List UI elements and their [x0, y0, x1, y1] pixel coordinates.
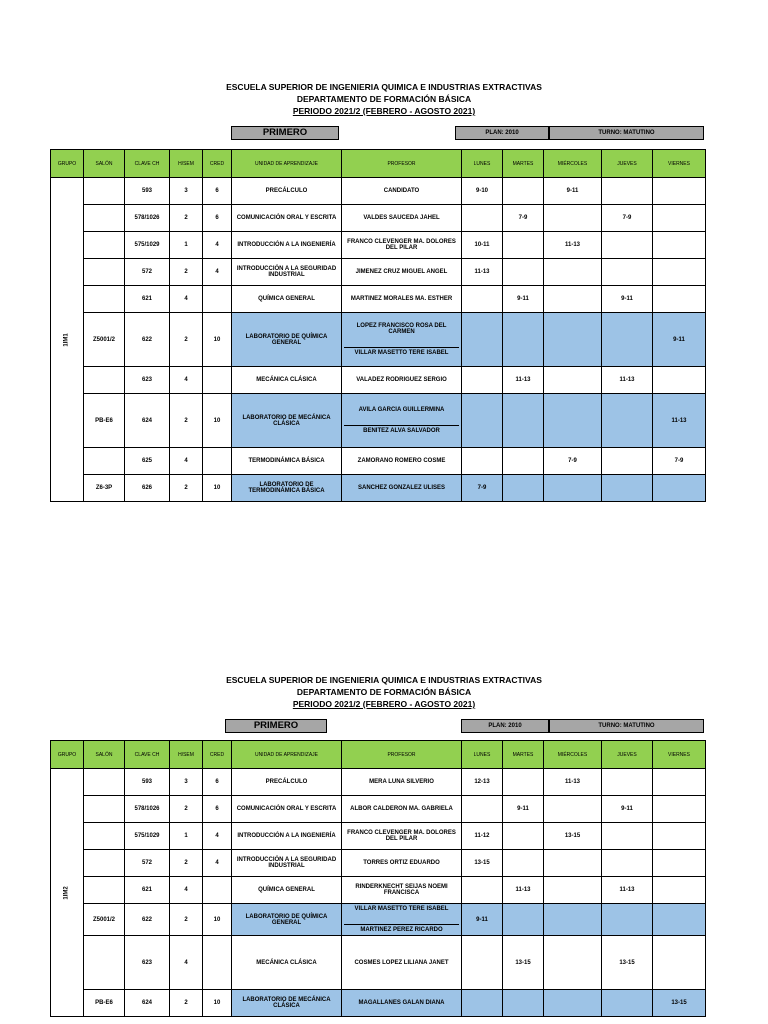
- table-row: [51, 936, 706, 990]
- hsem-cell: 1: [170, 232, 203, 259]
- day-cell-vie: [653, 850, 706, 877]
- cred-cell: 6: [203, 205, 232, 232]
- day-cell-vie: 11-13: [653, 394, 706, 448]
- cred-cell: 10: [203, 475, 232, 502]
- day-cell-mie: [544, 313, 602, 367]
- clave-cell: 626: [125, 475, 170, 502]
- table-row: [51, 475, 706, 502]
- column-header: H/SEM: [170, 150, 203, 178]
- day-cell-jue: [602, 394, 653, 448]
- cred-cell: [203, 877, 232, 904]
- profesor-cell: [342, 936, 462, 990]
- column-header: VIERNES: [653, 741, 706, 769]
- profesor-name: CANDIDATO: [383, 188, 420, 194]
- salon-cell: [84, 769, 125, 796]
- day-cell-jue: [602, 232, 653, 259]
- hsem-cell: 1: [170, 823, 203, 850]
- salon-cell: [84, 823, 125, 850]
- unidad-cell: LABORATORIO DE QUÍMICA GENERAL: [232, 313, 342, 367]
- salon-cell: [84, 286, 125, 313]
- column-header: MIÉRCOLES: [544, 150, 602, 178]
- column-header: SALÓN: [84, 741, 125, 769]
- group-name: [51, 178, 84, 502]
- day-cell-mar: [503, 232, 544, 259]
- day-cell-lun: [462, 205, 503, 232]
- salon-cell: [84, 877, 125, 904]
- hsem-cell: 2: [170, 259, 203, 286]
- salon-cell: [84, 796, 125, 823]
- cred-cell: 10: [203, 904, 232, 936]
- hsem-cell: 2: [170, 205, 203, 232]
- column-header: UNIDAD DE APRENDIZAJE: [232, 150, 342, 178]
- column-header: JUEVES: [602, 741, 653, 769]
- table-row: [51, 877, 706, 904]
- day-cell-mar: [503, 990, 544, 1017]
- day-cell-mar: [503, 475, 544, 502]
- table-row: [51, 769, 706, 796]
- day-cell-lun: [462, 990, 503, 1017]
- column-header: GRUPO: [51, 741, 84, 769]
- day-cell-lun: 10-11: [462, 232, 503, 259]
- clave-cell: 624: [125, 394, 170, 448]
- profesor-cell: [342, 178, 462, 205]
- group-name: [51, 769, 84, 1017]
- profesor-cell: [342, 769, 462, 796]
- salon-cell: Z6-3P: [84, 475, 125, 502]
- day-cell-mie: [544, 936, 602, 990]
- profesor-name: VILLAR MASETTO TERE ISABEL: [354, 906, 449, 912]
- salon-cell: [84, 259, 125, 286]
- hsem-cell: 3: [170, 178, 203, 205]
- column-header: MIÉRCOLES: [544, 741, 602, 769]
- profesor-name: COSMES LOPEZ LILIANA JANET: [354, 959, 449, 966]
- salon-cell: [84, 205, 125, 232]
- profesor-name: RINDERKNECHT SEIJAS NOEMI FRANCISCA: [355, 884, 448, 896]
- profesor-name: JIMENEZ CRUZ MIGUEL ANGEL: [355, 269, 448, 275]
- day-cell-vie: [653, 769, 706, 796]
- profesor-name: TORRES ORTIZ EDUARDO: [363, 860, 440, 866]
- column-header: LUNES: [462, 741, 503, 769]
- day-cell-mie: 9-11: [544, 178, 602, 205]
- day-cell-jue: 11-13: [602, 367, 653, 394]
- day-cell-lun: [462, 877, 503, 904]
- day-cell-vie: [653, 232, 706, 259]
- salon-cell: [84, 367, 125, 394]
- profesor-cell: [342, 259, 462, 286]
- profesor-cell: [342, 904, 462, 936]
- column-header: VIERNES: [653, 150, 706, 178]
- period-title: PERIODO 2021/2 (FEBRERO - AGOSTO 2021): [292, 106, 476, 116]
- day-cell-mar: [503, 394, 544, 448]
- day-cell-lun: 7-9: [462, 475, 503, 502]
- day-cell-mie: 13-15: [544, 823, 602, 850]
- cred-cell: 4: [203, 232, 232, 259]
- clave-cell: 621: [125, 286, 170, 313]
- clave-cell: 578/1026: [125, 796, 170, 823]
- day-cell-lun: [462, 394, 503, 448]
- school-title: ESCUELA SUPERIOR DE INGENIERIA QUIMICA E INDUSTRIAS EXTRACTIVAS: [226, 675, 542, 685]
- schedule-table: [50, 740, 706, 1017]
- clave-cell: 572: [125, 259, 170, 286]
- profesor-name: ALBOR CALDERON MA. GABRIELA: [350, 806, 453, 812]
- group-label: 1IM1: [64, 332, 70, 347]
- salon-cell: Z5001/2: [84, 313, 125, 367]
- semester-bar: PRIMERO: [225, 719, 327, 733]
- day-cell-jue: [602, 904, 653, 936]
- day-cell-mar: 11-13: [503, 877, 544, 904]
- table-row: [51, 232, 706, 259]
- column-header: CLAVE CH: [125, 741, 170, 769]
- day-cell-mie: [544, 990, 602, 1017]
- column-header: PROFESOR: [342, 741, 462, 769]
- table-row: [51, 259, 706, 286]
- period-title: PERIODO 2021/2 (FEBRERO - AGOSTO 2021): [292, 699, 476, 709]
- day-cell-vie: [653, 178, 706, 205]
- unidad-cell: COMUNICACIÓN ORAL Y ESCRITA: [232, 796, 342, 823]
- clave-cell: 575/1029: [125, 232, 170, 259]
- cred-cell: 6: [203, 796, 232, 823]
- clave-cell: 593: [125, 178, 170, 205]
- day-cell-jue: [602, 259, 653, 286]
- day-cell-mar: 13-15: [503, 936, 544, 990]
- day-cell-mie: [544, 205, 602, 232]
- day-cell-lun: [462, 448, 503, 475]
- profesor-cell: [342, 232, 462, 259]
- day-cell-mar: 11-13: [503, 367, 544, 394]
- profesor-cell: [342, 823, 462, 850]
- day-cell-lun: [462, 936, 503, 990]
- column-header: UNIDAD DE APRENDIZAJE: [232, 741, 342, 769]
- day-cell-jue: [602, 850, 653, 877]
- day-cell-jue: 13-15: [602, 936, 653, 990]
- unidad-cell: LABORATORIO DE QUÍMICA GENERAL: [232, 904, 342, 936]
- column-header: MARTES: [503, 741, 544, 769]
- cred-cell: 10: [203, 313, 232, 367]
- day-cell-lun: [462, 313, 503, 367]
- profesor-name: VALADEZ RODRIGUEZ SERGIO: [356, 377, 447, 383]
- unidad-cell: PRECÁLCULO: [232, 178, 342, 205]
- profesor-cell: [342, 448, 462, 475]
- unidad-cell: LABORATORIO DE TERMODINÁMICA BÁSICA: [232, 475, 342, 502]
- day-cell-mar: [503, 448, 544, 475]
- profesor-cell: [342, 205, 462, 232]
- unidad-cell: MECÁNICA CLÁSICA: [232, 936, 342, 990]
- day-cell-lun: [462, 796, 503, 823]
- hsem-cell: 2: [170, 796, 203, 823]
- day-cell-mar: [503, 259, 544, 286]
- day-cell-lun: 9-10: [462, 178, 503, 205]
- day-cell-vie: [653, 877, 706, 904]
- salon-cell: [84, 178, 125, 205]
- table-row: [51, 448, 706, 475]
- day-cell-jue: [602, 178, 653, 205]
- day-cell-mar: [503, 850, 544, 877]
- table-row: [51, 796, 706, 823]
- unidad-cell: INTRODUCCIÓN A LA INGENIERÍA: [232, 232, 342, 259]
- day-cell-mar: 9-11: [503, 286, 544, 313]
- clave-cell: 625: [125, 448, 170, 475]
- profesor-cell: [342, 475, 462, 502]
- day-cell-lun: 9-11: [462, 904, 503, 936]
- salon-cell: Z5001/2: [84, 904, 125, 936]
- plan-bar: PLAN: 2010: [455, 126, 549, 140]
- unidad-cell: PRECÁLCULO: [232, 769, 342, 796]
- table-row: [51, 394, 706, 448]
- column-header: SALÓN: [84, 150, 125, 178]
- unidad-cell: INTRODUCCIÓN A LA SEGURIDAD INDUSTRIAL: [232, 259, 342, 286]
- cred-cell: [203, 367, 232, 394]
- column-header: JUEVES: [602, 150, 653, 178]
- hsem-cell: 2: [170, 850, 203, 877]
- day-cell-mie: [544, 259, 602, 286]
- column-header: LUNES: [462, 150, 503, 178]
- table-row: [51, 313, 706, 367]
- profesor-name: MARTINEZ PEREZ RICARDO: [344, 924, 459, 935]
- day-cell-mie: [544, 367, 602, 394]
- day-cell-mar: [503, 313, 544, 367]
- day-cell-vie: [653, 904, 706, 936]
- day-cell-vie: [653, 475, 706, 502]
- clave-cell: 622: [125, 904, 170, 936]
- cred-cell: 10: [203, 990, 232, 1017]
- profesor-cell: [342, 877, 462, 904]
- day-cell-mar: 9-11: [503, 796, 544, 823]
- cred-cell: 6: [203, 769, 232, 796]
- column-header: H/SEM: [170, 741, 203, 769]
- column-header: PROFESOR: [342, 150, 462, 178]
- unidad-cell: TERMODINÁMICA BÁSICA: [232, 448, 342, 475]
- hsem-cell: 4: [170, 286, 203, 313]
- hsem-cell: 4: [170, 877, 203, 904]
- school-title: ESCUELA SUPERIOR DE INGENIERIA QUIMICA E INDUSTRIAS EXTRACTIVAS: [226, 82, 542, 92]
- day-cell-mie: 11-13: [544, 232, 602, 259]
- department-title: DEPARTAMENTO DE FORMACIÓN BÁSICA: [296, 94, 472, 104]
- clave-cell: 572: [125, 850, 170, 877]
- profesor-name: VALDES SAUCEDA JAHEL: [363, 215, 440, 221]
- day-cell-mie: [544, 394, 602, 448]
- day-cell-jue: 11-13: [602, 877, 653, 904]
- day-cell-vie: 13-15: [653, 990, 706, 1017]
- day-cell-jue: [602, 769, 653, 796]
- table-row: [51, 990, 706, 1017]
- unidad-cell: QUÍMICA GENERAL: [232, 877, 342, 904]
- cred-cell: [203, 448, 232, 475]
- unidad-cell: QUÍMICA GENERAL: [232, 286, 342, 313]
- profesor-name: FRANCO CLEVENGER MA. DOLORES DEL PILAR: [347, 830, 456, 842]
- profesor-cell: [342, 367, 462, 394]
- day-cell-jue: 7-9: [602, 205, 653, 232]
- hsem-cell: 2: [170, 990, 203, 1017]
- day-cell-vie: [653, 205, 706, 232]
- day-cell-jue: 9-11: [602, 796, 653, 823]
- cred-cell: 4: [203, 823, 232, 850]
- column-header: CLAVE CH: [125, 150, 170, 178]
- department-title: DEPARTAMENTO DE FORMACIÓN BÁSICA: [296, 687, 472, 697]
- turno-bar: TURNO: MATUTINO: [549, 126, 704, 140]
- unidad-cell: LABORATORIO DE MECÁNICA CLÁSICA: [232, 990, 342, 1017]
- day-cell-vie: [653, 823, 706, 850]
- day-cell-mie: 11-13: [544, 769, 602, 796]
- unidad-cell: INTRODUCCIÓN A LA INGENIERÍA: [232, 823, 342, 850]
- clave-cell: 622: [125, 313, 170, 367]
- day-cell-mie: [544, 850, 602, 877]
- unidad-cell: COMUNICACIÓN ORAL Y ESCRITA: [232, 205, 342, 232]
- cred-cell: [203, 286, 232, 313]
- profesor-name: AVILA GARCIA GUILLERMINA: [358, 407, 445, 413]
- group-label: 1IM2: [64, 885, 70, 900]
- profesor-cell: [342, 850, 462, 877]
- day-cell-mar: [503, 178, 544, 205]
- hsem-cell: 2: [170, 313, 203, 367]
- profesor-name: LOPEZ FRANCISCO ROSA DEL CARMEN: [356, 323, 447, 335]
- hsem-cell: 2: [170, 904, 203, 936]
- day-cell-jue: [602, 313, 653, 367]
- profesor-name: VILLAR MASETTO TERE ISABEL: [344, 347, 459, 358]
- day-cell-vie: 7-9: [653, 448, 706, 475]
- profesor-name: FRANCO CLEVENGER MA. DOLORES DEL PILAR: [347, 239, 456, 251]
- day-cell-mie: [544, 904, 602, 936]
- clave-cell: 621: [125, 877, 170, 904]
- day-cell-lun: 13-15: [462, 850, 503, 877]
- profesor-name: MAGALLANES GALAN DIANA: [358, 1000, 445, 1006]
- profesor-name: ZAMORANO ROMERO COSME: [357, 458, 446, 464]
- day-cell-jue: 9-11: [602, 286, 653, 313]
- schedule-table: [50, 149, 706, 502]
- day-cell-mar: [503, 769, 544, 796]
- hsem-cell: 3: [170, 769, 203, 796]
- table-row: [51, 178, 706, 205]
- day-cell-lun: 11-12: [462, 823, 503, 850]
- profesor-name: BENITEZ ALVA SALVADOR: [344, 425, 459, 436]
- salon-cell: [84, 850, 125, 877]
- day-cell-mie: [544, 877, 602, 904]
- clave-cell: 578/1026: [125, 205, 170, 232]
- day-cell-lun: 11-13: [462, 259, 503, 286]
- column-header: CRED: [203, 741, 232, 769]
- day-cell-mie: [544, 475, 602, 502]
- day-cell-vie: [653, 367, 706, 394]
- turno-bar: TURNO: MATUTINO: [549, 719, 704, 733]
- day-cell-jue: [602, 823, 653, 850]
- table-row: [51, 850, 706, 877]
- hsem-cell: 4: [170, 936, 203, 990]
- semester-bar: PRIMERO: [231, 126, 339, 140]
- day-cell-lun: 12-13: [462, 769, 503, 796]
- unidad-cell: INTRODUCCIÓN A LA SEGURIDAD INDUSTRIAL: [232, 850, 342, 877]
- salon-cell: PB-E6: [84, 990, 125, 1017]
- table-row: [51, 286, 706, 313]
- day-cell-mar: 7-9: [503, 205, 544, 232]
- hsem-cell: 2: [170, 394, 203, 448]
- clave-cell: 624: [125, 990, 170, 1017]
- day-cell-mar: [503, 904, 544, 936]
- cred-cell: [203, 936, 232, 990]
- profesor-name: MARTINEZ MORALES MA. ESTHER: [350, 296, 453, 302]
- cred-cell: 4: [203, 259, 232, 286]
- plan-bar: PLAN: 2010: [461, 719, 549, 733]
- table-row: [51, 205, 706, 232]
- salon-cell: [84, 936, 125, 990]
- table-row: [51, 367, 706, 394]
- day-cell-lun: [462, 286, 503, 313]
- day-cell-vie: [653, 936, 706, 990]
- day-cell-vie: 9-11: [653, 313, 706, 367]
- day-cell-mie: 7-9: [544, 448, 602, 475]
- clave-cell: 575/1029: [125, 823, 170, 850]
- clave-cell: 623: [125, 367, 170, 394]
- column-header: MARTES: [503, 150, 544, 178]
- profesor-cell: [342, 990, 462, 1017]
- day-cell-mie: [544, 796, 602, 823]
- day-cell-jue: [602, 475, 653, 502]
- profesor-cell: [342, 313, 462, 367]
- hsem-cell: 4: [170, 448, 203, 475]
- clave-cell: 593: [125, 769, 170, 796]
- cred-cell: 4: [203, 850, 232, 877]
- day-cell-vie: [653, 259, 706, 286]
- day-cell-lun: [462, 367, 503, 394]
- unidad-cell: LABORATORIO DE MECÁNICA CLÁSICA: [232, 394, 342, 448]
- profesor-cell: [342, 286, 462, 313]
- day-cell-jue: [602, 990, 653, 1017]
- salon-cell: PB-E6: [84, 394, 125, 448]
- clave-cell: 623: [125, 936, 170, 990]
- profesor-cell: [342, 796, 462, 823]
- day-cell-jue: [602, 448, 653, 475]
- table-row: [51, 904, 706, 936]
- day-cell-vie: [653, 796, 706, 823]
- hsem-cell: 2: [170, 475, 203, 502]
- day-cell-mie: [544, 286, 602, 313]
- unidad-cell: MECÁNICA CLÁSICA: [232, 367, 342, 394]
- salon-cell: [84, 448, 125, 475]
- column-header: CRED: [203, 150, 232, 178]
- cred-cell: 10: [203, 394, 232, 448]
- hsem-cell: 4: [170, 367, 203, 394]
- salon-cell: [84, 232, 125, 259]
- profesor-name: SANCHEZ GONZALEZ ULISES: [357, 485, 445, 491]
- cred-cell: 6: [203, 178, 232, 205]
- day-cell-vie: [653, 286, 706, 313]
- table-row: [51, 823, 706, 850]
- day-cell-mar: [503, 823, 544, 850]
- profesor-name: MERA LUNA SILVERIO: [369, 779, 434, 785]
- column-header: GRUPO: [51, 150, 84, 178]
- profesor-cell: [342, 394, 462, 448]
